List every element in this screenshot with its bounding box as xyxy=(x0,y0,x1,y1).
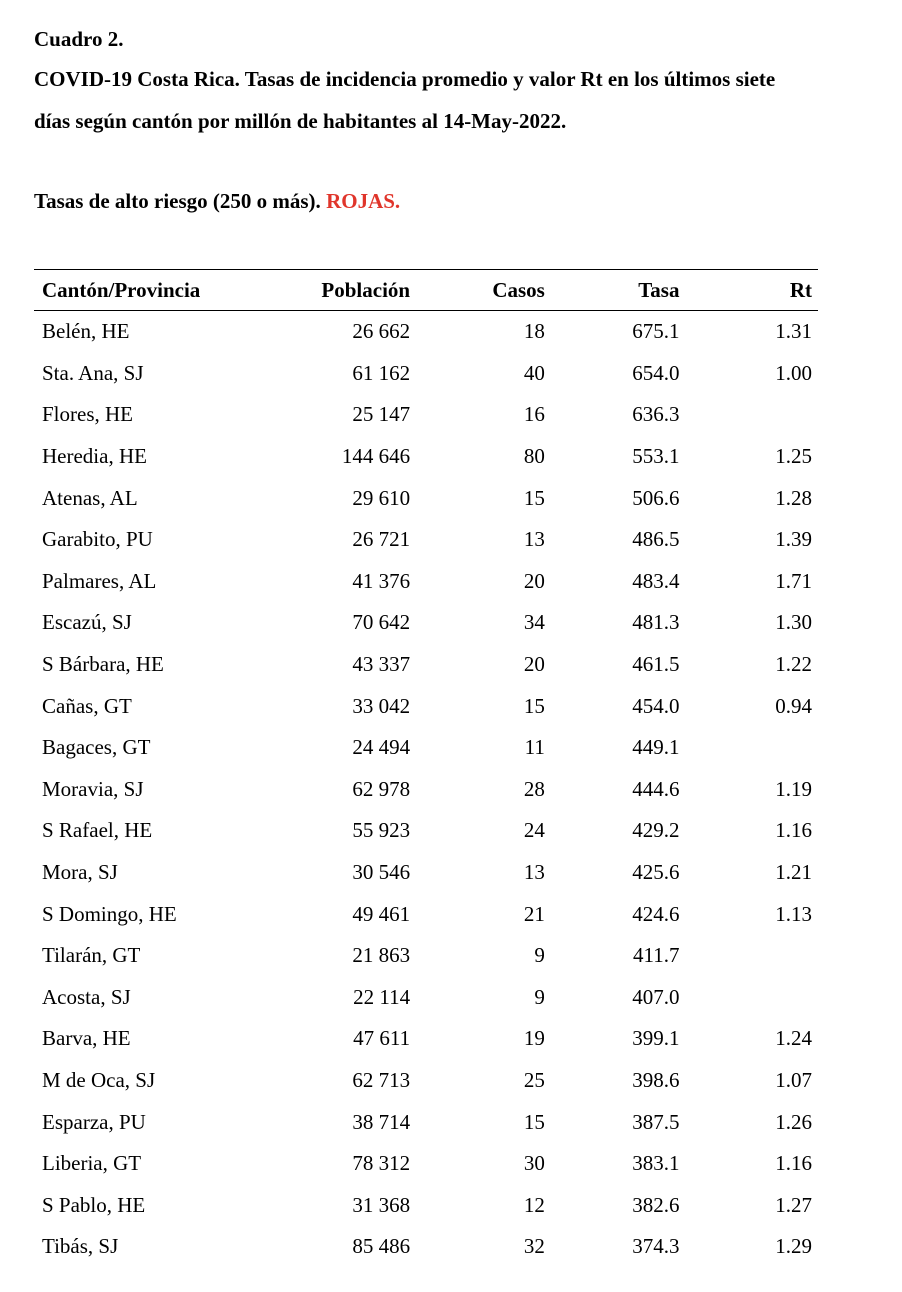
cell-rt: 1.25 xyxy=(775,444,812,469)
cell-poblacion: 24 494 xyxy=(352,735,411,760)
cell-poblacion: 61 162 xyxy=(352,360,411,385)
cell-rt: 1.39 xyxy=(775,527,812,552)
cell-poblacion: 78 312 xyxy=(352,1151,411,1176)
table-row xyxy=(34,1101,818,1143)
table-row xyxy=(34,1184,818,1226)
table-row xyxy=(34,1018,818,1060)
cell-rt: 1.30 xyxy=(775,610,812,635)
table-label: Cuadro 2. xyxy=(34,27,124,51)
cell-casos: 15 xyxy=(523,693,545,718)
incidence-table xyxy=(34,269,818,1268)
cell-rt: 1.24 xyxy=(775,1026,812,1051)
cell-poblacion: 25 147 xyxy=(352,402,411,427)
cell-tasa: 449.1 xyxy=(632,735,680,760)
cell-tasa: 424.6 xyxy=(632,901,680,926)
cell-casos: 13 xyxy=(523,860,545,885)
cell-canton: Palmares, AL xyxy=(42,568,157,593)
cell-casos: 28 xyxy=(523,776,545,801)
cell-canton: Escazú, SJ xyxy=(42,610,132,635)
cell-rt: 1.19 xyxy=(775,776,812,801)
cell-casos: 30 xyxy=(523,1151,545,1176)
document-title-line-1: COVID-19 Costa Rica. Tasas de incidencia promedio y valor Rt en los últimos siete xyxy=(34,67,776,91)
cell-tasa: 444.6 xyxy=(632,776,680,801)
cell-tasa: 407.0 xyxy=(632,984,680,1009)
cell-canton: Cañas, GT xyxy=(42,693,132,718)
cell-casos: 80 xyxy=(523,444,545,469)
header-canton: Cantón/Provincia xyxy=(34,270,241,311)
cell-rt: 1.16 xyxy=(775,818,812,843)
header-tasa: Tasa xyxy=(545,270,680,311)
document-title-line-2: días según cantón por millón de habitantes al 14-May-2022. xyxy=(34,109,567,133)
cell-poblacion: 21 863 xyxy=(352,943,411,968)
cell-rt xyxy=(679,977,818,1019)
cell-casos: 20 xyxy=(523,652,545,677)
table-row xyxy=(34,602,818,644)
cell-rt xyxy=(679,394,818,436)
cell-casos: 9 xyxy=(534,943,545,968)
cell-poblacion: 41 376 xyxy=(352,568,411,593)
cell-canton: M de Oca, SJ xyxy=(42,1067,156,1092)
cell-canton: Belén, HE xyxy=(42,319,130,344)
table-row xyxy=(34,644,818,686)
cell-rt: 1.71 xyxy=(775,568,812,593)
cell-casos: 15 xyxy=(523,1109,545,1134)
cell-tasa: 461.5 xyxy=(632,652,680,677)
cell-tasa: 374.3 xyxy=(632,1234,680,1259)
table-body xyxy=(34,311,818,1268)
cell-canton: Flores, HE xyxy=(42,402,133,427)
table-row xyxy=(34,353,818,395)
cell-tasa: 383.1 xyxy=(632,1151,680,1176)
cell-canton: Liberia, GT xyxy=(42,1151,142,1176)
cell-canton: S Domingo, HE xyxy=(42,901,177,926)
table-header xyxy=(34,270,818,311)
cell-poblacion: 49 461 xyxy=(352,901,411,926)
cell-casos: 32 xyxy=(523,1234,545,1259)
risk-category-text: Tasas de alto riesgo (250 o más). xyxy=(34,189,321,213)
table-row xyxy=(34,1060,818,1102)
cell-rt: 1.31 xyxy=(775,319,812,344)
cell-casos: 21 xyxy=(523,901,545,926)
table-row xyxy=(34,893,818,935)
cell-rt: 1.22 xyxy=(775,652,812,677)
cell-canton: Bagaces, GT xyxy=(42,735,151,760)
cell-tasa: 486.5 xyxy=(632,527,680,552)
cell-poblacion: 26 662 xyxy=(352,319,411,344)
table-row xyxy=(34,1143,818,1185)
cell-rt: 1.07 xyxy=(775,1067,812,1092)
cell-canton: Mora, SJ xyxy=(42,860,118,885)
cell-casos: 25 xyxy=(523,1067,545,1092)
cell-canton: S Rafael, HE xyxy=(42,818,153,843)
cell-poblacion: 70 642 xyxy=(352,610,411,635)
table-row xyxy=(34,852,818,894)
risk-color-label: ROJAS. xyxy=(326,189,401,213)
cell-tasa: 506.6 xyxy=(632,485,680,510)
cell-rt xyxy=(679,935,818,977)
table-row xyxy=(34,935,818,977)
cell-poblacion: 29 610 xyxy=(352,485,411,510)
cell-canton: Atenas, AL xyxy=(42,485,138,510)
cell-casos: 24 xyxy=(523,818,545,843)
cell-casos: 9 xyxy=(534,984,545,1009)
cell-poblacion: 43 337 xyxy=(352,652,411,677)
cell-rt: 1.21 xyxy=(775,860,812,885)
cell-poblacion: 31 368 xyxy=(352,1192,411,1217)
table-row xyxy=(34,977,818,1019)
cell-tasa: 553.1 xyxy=(632,444,680,469)
cell-poblacion: 62 978 xyxy=(352,776,411,801)
risk-category-heading xyxy=(34,189,400,213)
cell-tasa: 654.0 xyxy=(632,360,680,385)
cell-canton: Tilarán, GT xyxy=(42,943,141,968)
table-row xyxy=(34,561,818,603)
cell-rt: 0.94 xyxy=(775,693,812,718)
cell-canton: S Pablo, HE xyxy=(42,1192,146,1217)
table-row xyxy=(34,394,818,436)
cell-poblacion: 62 713 xyxy=(352,1067,411,1092)
header-row xyxy=(34,270,818,311)
table-row xyxy=(34,685,818,727)
cell-tasa: 399.1 xyxy=(632,1026,680,1051)
cell-casos: 18 xyxy=(523,319,545,344)
cell-casos: 40 xyxy=(523,360,545,385)
header-casos: Casos xyxy=(410,270,545,311)
cell-rt: 1.29 xyxy=(775,1234,812,1259)
cell-casos: 15 xyxy=(523,485,545,510)
cell-rt: 1.16 xyxy=(775,1151,812,1176)
cell-tasa: 429.2 xyxy=(632,818,680,843)
cell-canton: Esparza, PU xyxy=(42,1109,146,1134)
cell-canton: Barva, HE xyxy=(42,1026,131,1051)
header-rt: Rt xyxy=(679,270,818,311)
cell-rt: 1.27 xyxy=(775,1192,812,1217)
cell-rt: 1.00 xyxy=(775,360,812,385)
cell-canton: S Bárbara, HE xyxy=(42,652,164,677)
table-row xyxy=(34,477,818,519)
cell-poblacion: 55 923 xyxy=(352,818,411,843)
cell-poblacion: 22 114 xyxy=(353,984,411,1009)
cell-canton: Garabito, PU xyxy=(42,527,153,552)
cell-casos: 12 xyxy=(523,1192,545,1217)
cell-rt: 1.13 xyxy=(775,901,812,926)
table-row xyxy=(34,810,818,852)
header-poblacion: Población xyxy=(241,270,410,311)
cell-tasa: 411.7 xyxy=(632,943,680,968)
cell-rt: 1.26 xyxy=(775,1109,812,1134)
cell-poblacion: 144 646 xyxy=(341,444,411,469)
cell-poblacion: 38 714 xyxy=(352,1109,411,1134)
cell-tasa: 675.1 xyxy=(632,319,680,344)
cell-tasa: 483.4 xyxy=(632,568,680,593)
cell-tasa: 425.6 xyxy=(632,860,680,885)
cell-canton: Acosta, SJ xyxy=(42,984,131,1009)
table-row xyxy=(34,1226,818,1268)
cell-tasa: 398.6 xyxy=(632,1067,680,1092)
cell-casos: 19 xyxy=(523,1026,545,1051)
table-row xyxy=(34,769,818,811)
table-row xyxy=(34,727,818,769)
cell-casos: 20 xyxy=(523,568,545,593)
cell-poblacion: 33 042 xyxy=(352,693,411,718)
cell-poblacion: 47 611 xyxy=(353,1026,411,1051)
table-row xyxy=(34,311,818,353)
cell-casos: 34 xyxy=(523,610,545,635)
cell-casos: 13 xyxy=(523,527,545,552)
cell-casos: 11 xyxy=(524,735,545,760)
cell-tasa: 636.3 xyxy=(632,402,680,427)
cell-tasa: 481.3 xyxy=(632,610,680,635)
cell-poblacion: 85 486 xyxy=(352,1234,411,1259)
cell-poblacion: 30 546 xyxy=(352,860,411,885)
table-row xyxy=(34,436,818,478)
cell-canton: Heredia, HE xyxy=(42,444,147,469)
table-row xyxy=(34,519,818,561)
cell-canton: Sta. Ana, SJ xyxy=(42,360,144,385)
cell-tasa: 382.6 xyxy=(632,1192,680,1217)
cell-canton: Tibás, SJ xyxy=(42,1234,119,1259)
cell-poblacion: 26 721 xyxy=(352,527,411,552)
cell-casos: 16 xyxy=(523,402,545,427)
cell-rt: 1.28 xyxy=(775,485,812,510)
cell-tasa: 387.5 xyxy=(632,1109,680,1134)
cell-rt xyxy=(679,727,818,769)
cell-canton: Moravia, SJ xyxy=(42,776,144,801)
cell-tasa: 454.0 xyxy=(632,693,680,718)
